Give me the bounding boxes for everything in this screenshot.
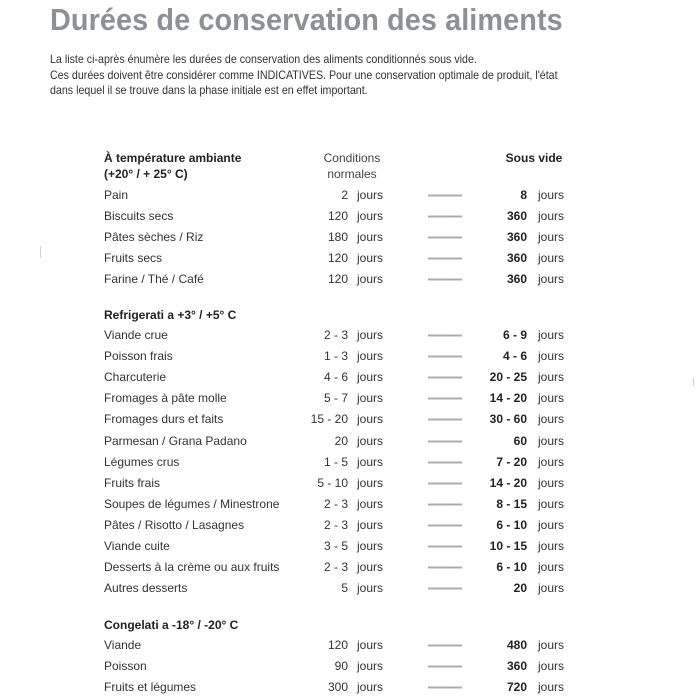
vacuum-unit: jours bbox=[538, 454, 565, 469]
food-name: Parmesan / Grana Padano bbox=[104, 433, 247, 448]
food-name: Biscuits secs bbox=[104, 209, 174, 224]
vacuum-duration: 60 bbox=[513, 433, 527, 448]
food-name: Légumes crus bbox=[104, 454, 180, 469]
section-header-frozen: Congelati a -18° / -20° C bbox=[104, 618, 239, 632]
normal-unit: jours bbox=[357, 349, 384, 364]
normal-unit: jours bbox=[357, 209, 384, 224]
normal-duration: 120 bbox=[327, 251, 348, 266]
normal-duration: 5 - 7 bbox=[323, 391, 348, 406]
vacuum-duration: 20 bbox=[513, 581, 527, 596]
normal-duration: 120 bbox=[327, 272, 348, 287]
vacuum-duration: 720 bbox=[506, 680, 527, 695]
page-title: Durées de conservation des aliments bbox=[50, 2, 563, 37]
arrow-right-icon bbox=[428, 194, 462, 197]
table-row bbox=[0, 248, 700, 269]
food-name: Farine / Thé / Café bbox=[104, 272, 204, 287]
arrow-right-icon bbox=[428, 566, 462, 569]
food-name: Fruits et légumes bbox=[104, 680, 197, 695]
arrow-right-icon bbox=[428, 524, 462, 527]
vacuum-duration: 14 - 20 bbox=[489, 475, 527, 490]
vacuum-duration: 8 - 15 bbox=[496, 496, 527, 511]
vacuum-duration: 4 - 6 bbox=[502, 349, 527, 364]
normal-duration: 5 bbox=[341, 581, 348, 596]
normal-unit: jours bbox=[357, 454, 384, 469]
arrow-right-icon bbox=[428, 482, 462, 485]
vacuum-unit: jours bbox=[538, 328, 565, 342]
food-name: Viande cuite bbox=[104, 539, 170, 553]
arrow-right-icon bbox=[428, 236, 462, 239]
vacuum-unit: jours bbox=[538, 230, 565, 245]
food-name: Soupes de légumes / Minestrone bbox=[104, 496, 280, 511]
normal-unit: jours bbox=[357, 517, 384, 532]
table-row bbox=[0, 656, 700, 677]
vacuum-unit: jours bbox=[538, 496, 565, 511]
vacuum-unit: jours bbox=[538, 251, 565, 266]
vacuum-unit: jours bbox=[538, 517, 565, 532]
table-row bbox=[0, 578, 700, 599]
intro-line: dans lequel il se trouve dans la phase initiale est en effet important. bbox=[50, 84, 368, 97]
vacuum-unit: jours bbox=[538, 581, 565, 596]
vacuum-duration: 14 - 20 bbox=[489, 391, 527, 406]
section-title: À température ambiante bbox=[104, 151, 242, 165]
normal-duration: 90 bbox=[334, 659, 348, 674]
arrow-right-icon bbox=[428, 503, 462, 506]
table-row bbox=[0, 536, 700, 557]
food-name: Viande crue bbox=[104, 328, 168, 342]
normal-duration: 1 - 5 bbox=[323, 454, 348, 469]
vacuum-unit: jours bbox=[538, 680, 565, 695]
arrow-right-icon bbox=[428, 397, 462, 400]
vacuum-duration: 30 - 60 bbox=[489, 412, 527, 427]
arrow-right-icon bbox=[428, 215, 462, 218]
column-header-normal bbox=[318, 150, 386, 182]
vacuum-unit: jours bbox=[538, 560, 565, 575]
arrow-right-icon bbox=[428, 334, 462, 337]
food-name: Poisson bbox=[104, 659, 147, 674]
vacuum-unit: jours bbox=[538, 272, 565, 287]
table-row bbox=[0, 388, 700, 409]
normal-duration: 20 bbox=[334, 433, 348, 448]
vacuum-duration: 6 - 10 bbox=[496, 560, 527, 575]
vacuum-duration: 360 bbox=[506, 230, 527, 245]
table-row bbox=[0, 431, 700, 452]
vacuum-unit: jours bbox=[538, 370, 565, 385]
normal-unit: jours bbox=[357, 680, 384, 695]
table-row bbox=[0, 473, 700, 494]
food-name: Desserts à la crème ou aux fruits bbox=[104, 560, 280, 575]
scan-mark bbox=[693, 378, 694, 386]
normal-duration: 4 - 6 bbox=[323, 370, 348, 385]
vacuum-unit: jours bbox=[538, 638, 565, 652]
food-name: Fromages durs et faits bbox=[104, 412, 224, 427]
food-name: Fruits secs bbox=[104, 251, 163, 266]
table-row bbox=[0, 494, 700, 515]
normal-duration: 120 bbox=[327, 209, 348, 224]
vacuum-unit: jours bbox=[538, 209, 565, 224]
vacuum-unit: jours bbox=[538, 412, 565, 427]
vacuum-unit: jours bbox=[538, 188, 565, 202]
intro-paragraph bbox=[50, 52, 558, 99]
intro-line: Ces durées doivent être considérer comme INDICATIVES. Pour une conservation optimale de produit, l'état bbox=[50, 68, 558, 82]
food-name: Pain bbox=[104, 188, 129, 202]
arrow-right-icon bbox=[428, 644, 462, 647]
normal-duration: 180 bbox=[327, 230, 348, 245]
arrow-right-icon bbox=[428, 587, 462, 590]
table-row bbox=[0, 227, 700, 248]
normal-unit: jours bbox=[357, 272, 384, 287]
normal-duration: 3 - 5 bbox=[323, 539, 348, 553]
normal-unit: jours bbox=[357, 638, 384, 652]
table-row bbox=[0, 206, 700, 227]
vacuum-duration: 360 bbox=[506, 659, 527, 674]
normal-unit: jours bbox=[357, 659, 384, 674]
normal-unit: jours bbox=[357, 251, 384, 266]
column-header-normal-line1: Conditions bbox=[323, 151, 381, 165]
table-row bbox=[0, 677, 700, 698]
arrow-right-icon bbox=[428, 257, 462, 260]
vacuum-duration: 360 bbox=[506, 251, 527, 266]
arrow-right-icon bbox=[428, 686, 462, 689]
vacuum-unit: jours bbox=[538, 475, 565, 490]
section-subtitle: (+20° / + 25° C) bbox=[104, 167, 188, 181]
table-row bbox=[0, 515, 700, 536]
normal-unit: jours bbox=[357, 391, 384, 406]
scan-mark bbox=[40, 246, 41, 258]
normal-duration: 2 - 3 bbox=[323, 560, 348, 575]
table-row bbox=[0, 635, 700, 656]
arrow-right-icon bbox=[428, 440, 462, 443]
column-header-normal-line2: normales bbox=[327, 167, 377, 181]
normal-duration: 5 - 10 bbox=[317, 475, 348, 490]
vacuum-duration: 480 bbox=[506, 638, 527, 652]
vacuum-duration: 8 bbox=[520, 188, 527, 202]
food-name: Fromages à pâte molle bbox=[104, 391, 227, 406]
normal-unit: jours bbox=[357, 188, 384, 202]
table-row bbox=[0, 452, 700, 473]
normal-unit: jours bbox=[357, 539, 384, 553]
normal-unit: jours bbox=[357, 433, 384, 448]
vacuum-duration: 20 - 25 bbox=[489, 370, 527, 385]
table-row bbox=[0, 185, 700, 206]
vacuum-unit: jours bbox=[538, 391, 565, 406]
food-name: Charcuterie bbox=[104, 370, 167, 385]
arrow-right-icon bbox=[428, 545, 462, 548]
table-row bbox=[0, 557, 700, 578]
normal-unit: jours bbox=[357, 475, 384, 490]
arrow-right-icon bbox=[428, 418, 462, 421]
vacuum-duration: 6 - 10 bbox=[496, 517, 527, 532]
normal-duration: 15 - 20 bbox=[310, 412, 348, 427]
normal-duration: 2 - 3 bbox=[323, 496, 348, 511]
normal-unit: jours bbox=[357, 370, 384, 385]
section-header-refrigerated: Refrigerati a +3° / +5° C bbox=[104, 308, 237, 322]
vacuum-unit: jours bbox=[538, 349, 565, 364]
normal-unit: jours bbox=[357, 412, 384, 427]
column-header-vacuum: Sous vide bbox=[505, 151, 563, 165]
normal-unit: jours bbox=[357, 560, 384, 575]
vacuum-duration: 6 - 9 bbox=[502, 328, 527, 342]
vacuum-unit: jours bbox=[538, 539, 565, 553]
arrow-right-icon bbox=[428, 376, 462, 379]
normal-duration: 1 - 3 bbox=[323, 349, 348, 364]
vacuum-duration: 10 - 15 bbox=[489, 539, 527, 553]
table-row bbox=[0, 269, 700, 290]
table-row bbox=[0, 367, 700, 388]
normal-duration: 2 - 3 bbox=[323, 328, 348, 342]
normal-unit: jours bbox=[357, 328, 384, 342]
arrow-right-icon bbox=[428, 278, 462, 281]
food-name: Fruits frais bbox=[104, 475, 161, 490]
arrow-right-icon bbox=[428, 461, 462, 464]
normal-duration: 300 bbox=[327, 680, 348, 695]
food-name: Autres desserts bbox=[104, 581, 188, 596]
arrow-right-icon bbox=[428, 665, 462, 668]
vacuum-unit: jours bbox=[538, 659, 565, 674]
food-name: Pâtes sèches / Riz bbox=[104, 230, 204, 245]
normal-duration: 120 bbox=[327, 638, 348, 652]
vacuum-unit: jours bbox=[538, 433, 565, 448]
arrow-right-icon bbox=[428, 355, 462, 358]
normal-unit: jours bbox=[357, 496, 384, 511]
vacuum-duration: 360 bbox=[506, 209, 527, 224]
food-name: Pâtes / Risotto / Lasagnes bbox=[104, 517, 245, 532]
vacuum-duration: 7 - 20 bbox=[496, 454, 527, 469]
food-name: Poisson frais bbox=[104, 349, 173, 364]
table-row bbox=[0, 409, 700, 430]
vacuum-duration: 360 bbox=[506, 272, 527, 287]
table-row bbox=[0, 325, 700, 346]
normal-duration: 2 - 3 bbox=[323, 517, 348, 532]
intro-line: La liste ci-après énumère les durées de conservation des aliments conditionnés sous vide. bbox=[50, 53, 477, 66]
normal-unit: jours bbox=[357, 581, 384, 596]
normal-duration: 2 bbox=[341, 188, 348, 202]
table-row bbox=[0, 346, 700, 367]
normal-unit: jours bbox=[357, 230, 384, 245]
section-header-ambient bbox=[104, 150, 241, 182]
food-name: Viande bbox=[104, 638, 142, 652]
